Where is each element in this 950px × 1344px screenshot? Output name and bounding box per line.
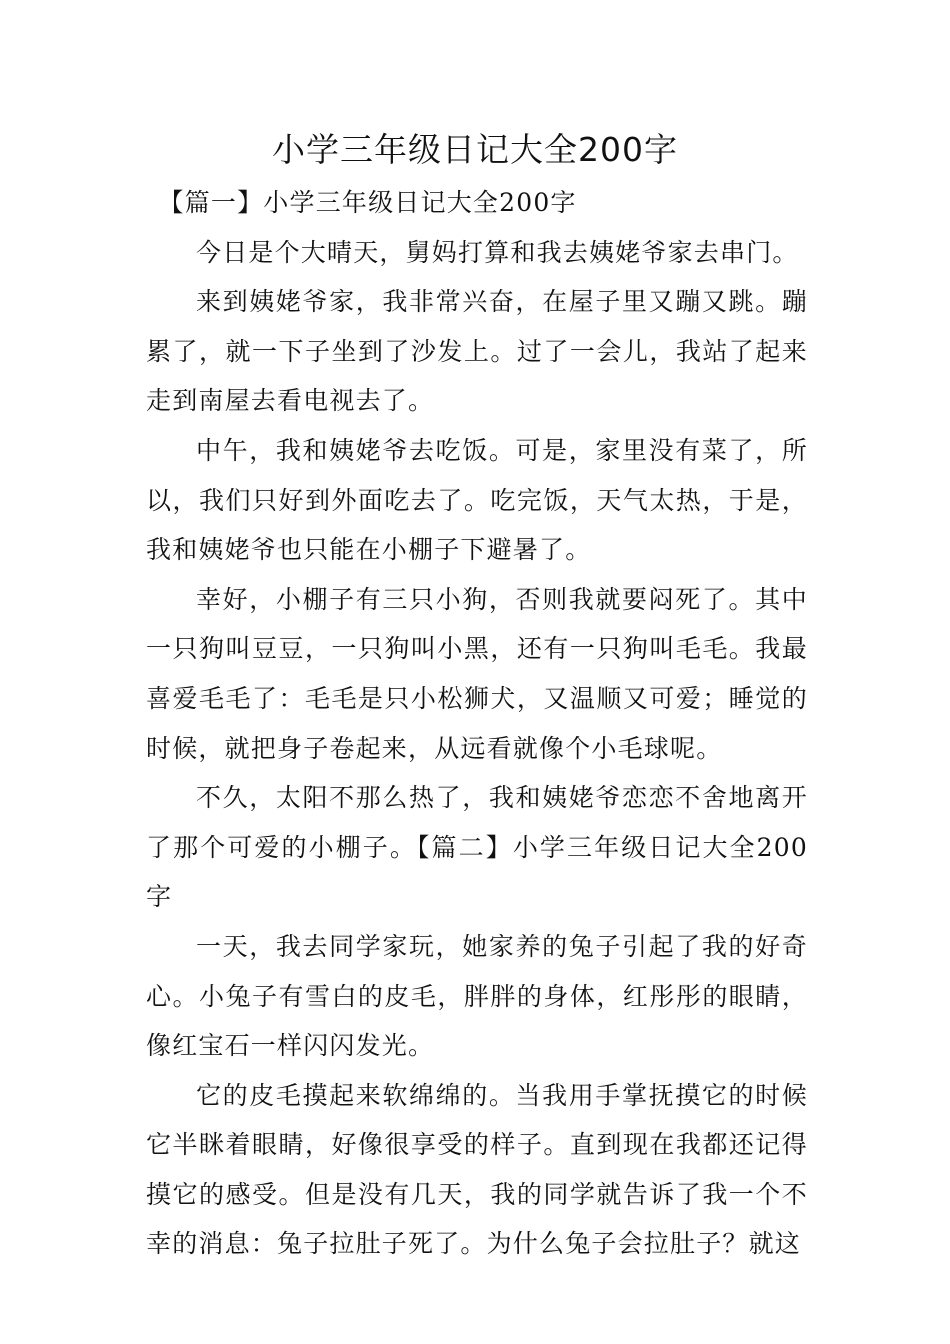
paragraph: 它的皮毛摸起来软绵绵的。当我用手掌抚摸它的时候它半眯着眼睛，好像很享受的样子。直到现在我都还记得摸它的感受。但是没有几天，我的同学就告诉了我一个不幸的消息：兔子拉肚子死了。为什么兔子会拉肚子？就这 bbox=[146, 1080, 808, 1259]
paragraph: 一天，我去同学家玩，她家养的兔子引起了我的好奇心。小兔子有雪白的皮毛，胖胖的身体，红彤彤的眼睛，像红宝石一样闪闪发光。 bbox=[146, 931, 808, 1061]
paragraph: 今日是个大晴天，舅妈打算和我去姨姥爷家去串门。 bbox=[196, 237, 799, 267]
document-body bbox=[146, 178, 808, 1269]
paragraph: 不久，太阳不那么热了，我和姨姥爷恋恋不舍地离开了那个可爱的小棚子。【篇二】小学三年级日记大全200字 bbox=[146, 783, 808, 912]
paragraph: 幸好，小棚子有三只小狗，否则我就要闷死了。其中一只狗叫豆豆，一只狗叫小黑，还有一只狗叫毛毛。我最喜爱毛毛了：毛毛是只小松狮犬，又温顺又可爱；睡觉的时候，就把身子卷起来，从远看就像个小毛球呢。 bbox=[146, 584, 808, 763]
paragraph: 中午，我和姨姥爷去吃饭。可是，家里没有菜了，所以，我们只好到外面吃去了。吃完饭，天气太热，于是，我和姨姥爷也只能在小棚子下避暑了。 bbox=[146, 435, 808, 565]
document-title: 小学三年级日记大全200字 bbox=[272, 130, 678, 169]
paragraph: 来到姨姥爷家，我非常兴奋，在屋子里又蹦又跳。蹦累了，就一下子坐到了沙发上。过了一会儿，我站了起来走到南屋去看电视去了。 bbox=[146, 287, 808, 416]
section-heading-one: 【篇一】小学三年级日记大全200字 bbox=[158, 188, 577, 217]
